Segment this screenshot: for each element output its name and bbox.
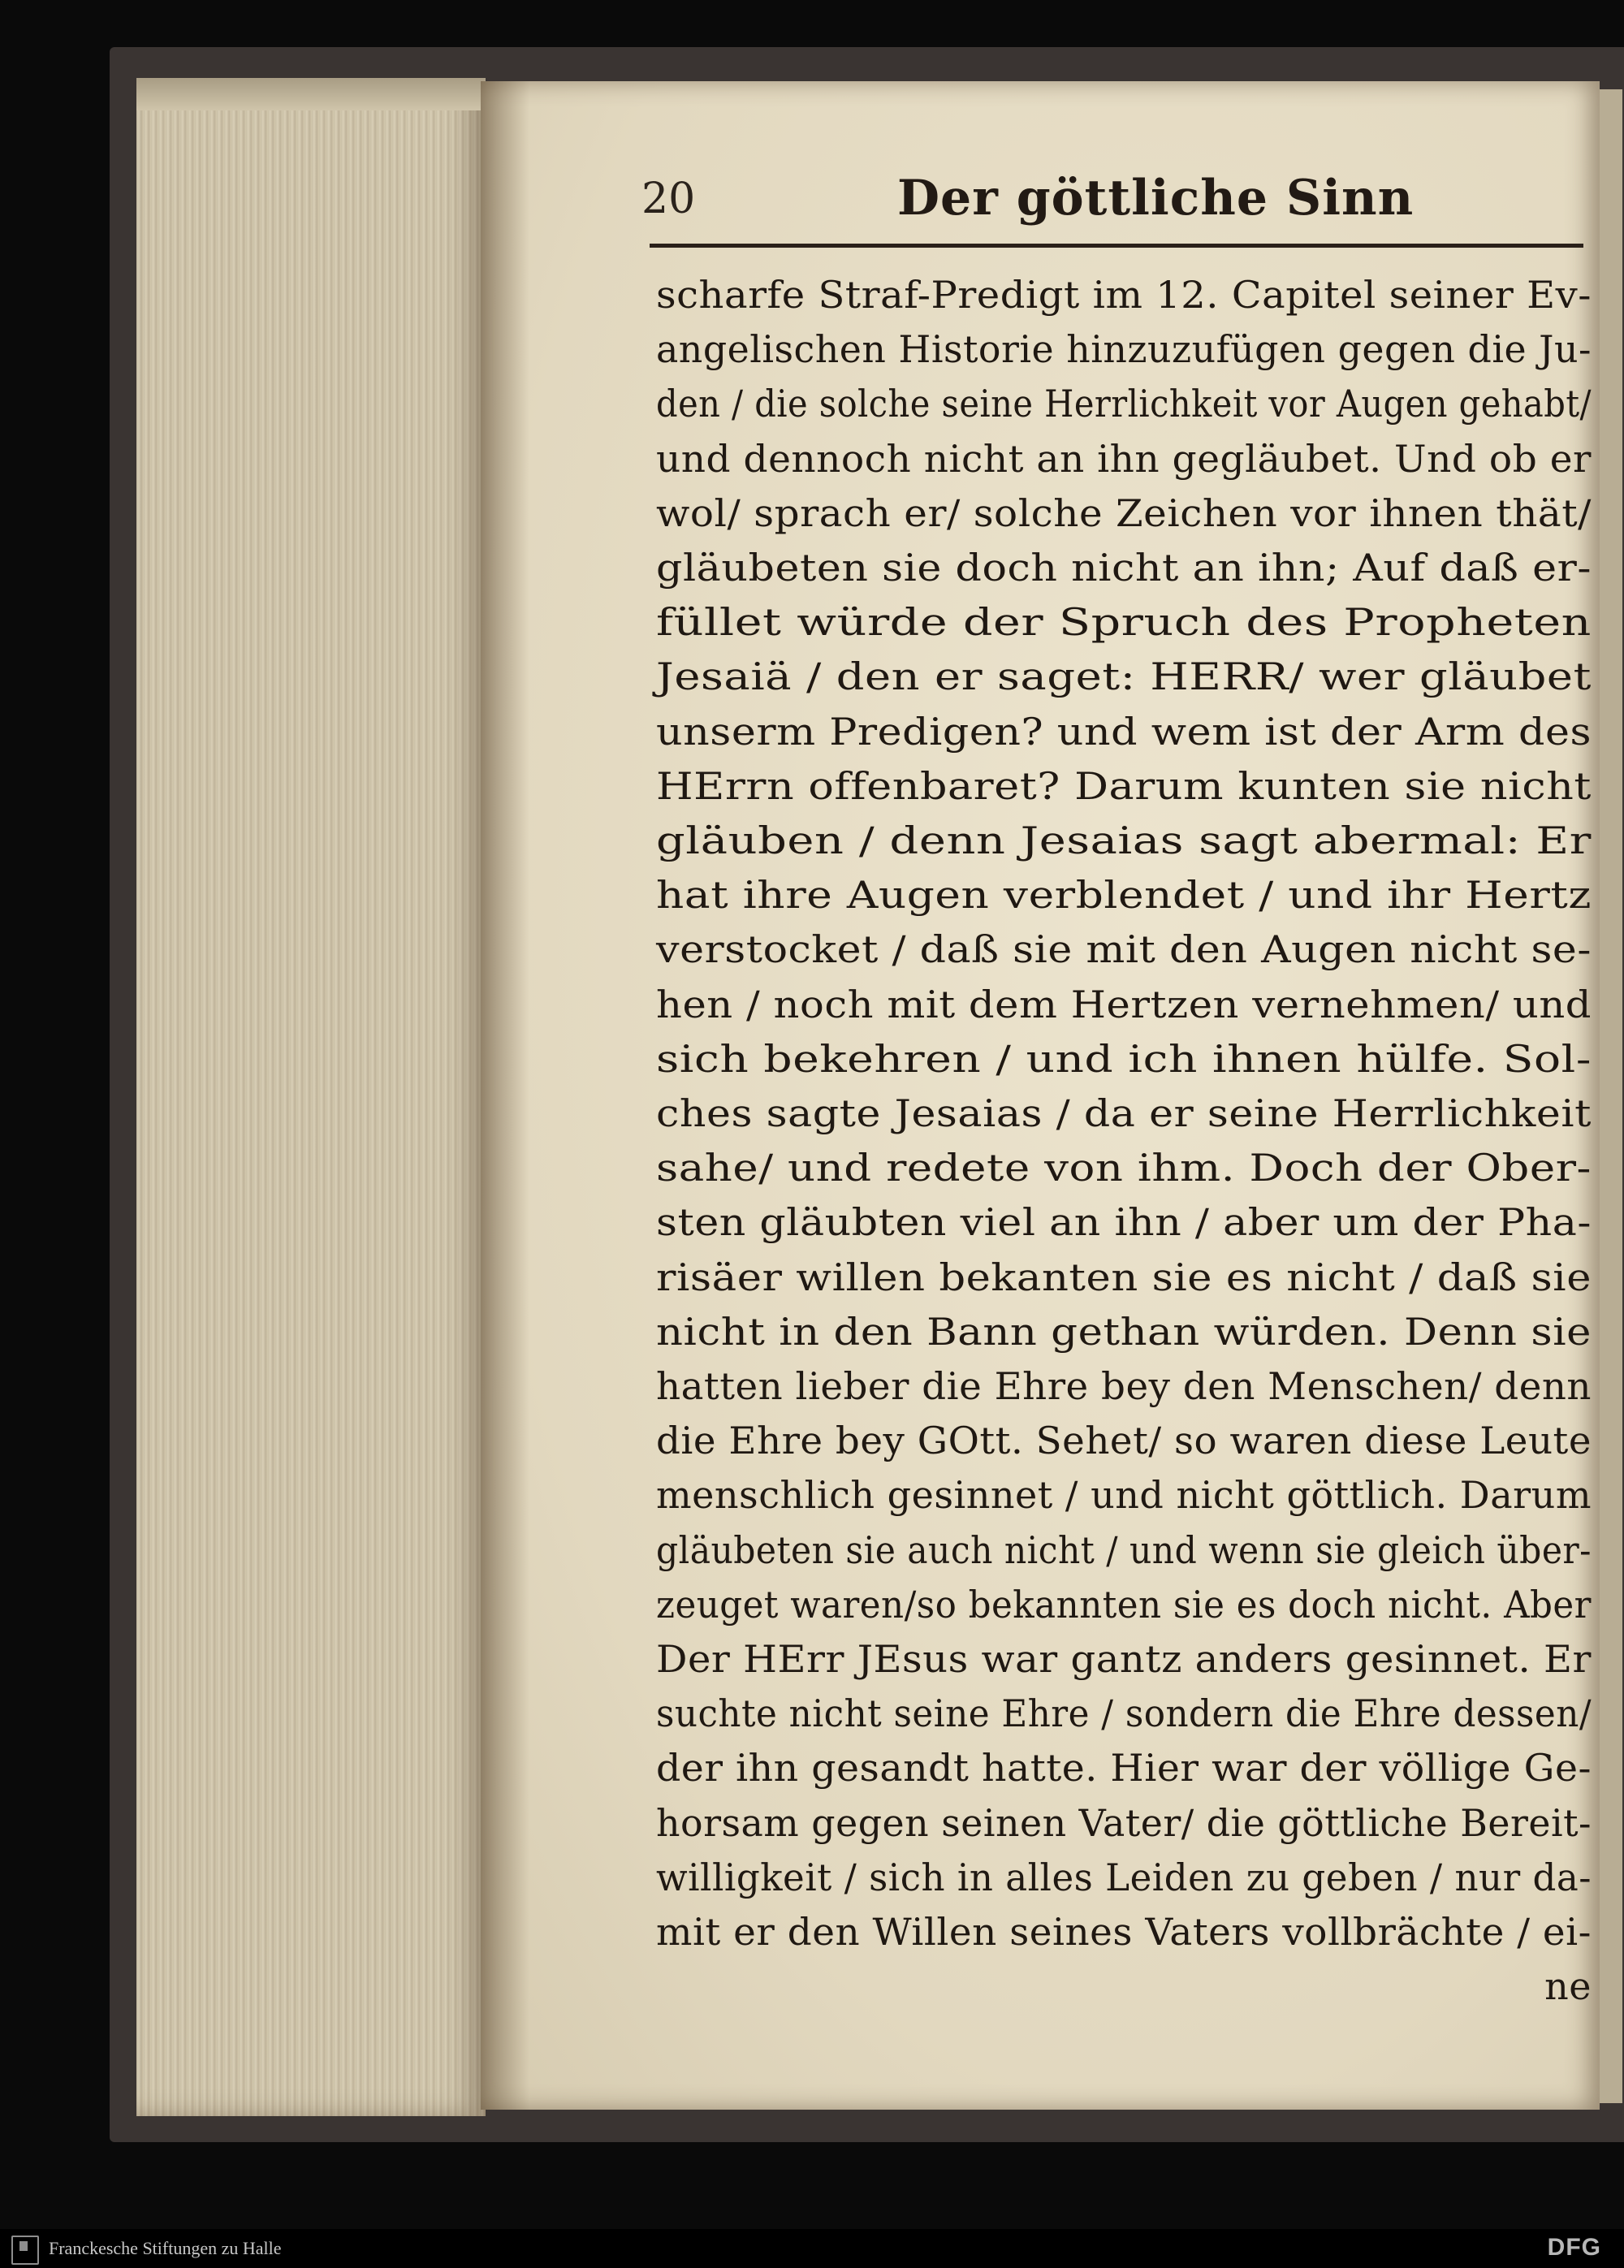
text-line: sten gläubten viel an ihn / aber um der Pha- — [656, 1200, 1592, 1245]
text-line: den / die solche seine Herrlichkeit vor Augen gehabt/ — [656, 382, 1592, 426]
footer-institution: Franckesche Stiftungen zu Halle — [49, 2238, 282, 2258]
dfg-logo: DFG — [1547, 2234, 1601, 2261]
page-stack-edge — [136, 78, 486, 2116]
text-line: verstocket / daß sie mit den Augen nicht se- — [656, 927, 1592, 972]
text-line: hatten lieber die Ehre bey den Menschen/ denn — [656, 1364, 1592, 1409]
text-line: gläubeten sie auch nicht / und wenn sie gleich über- — [656, 1527, 1592, 1572]
text-line: angelischen Historie hinzuzufügen gegen die Ju- — [656, 327, 1592, 372]
text-line: sahe/ und redete von ihm. Doch der Ober- — [656, 1146, 1592, 1190]
text-line: hat ihre Augen verblendet / und ihr Hertz — [656, 873, 1592, 918]
text-line: menschlich gesinnet / und nicht göttlich. Darum — [656, 1473, 1592, 1518]
header-rule — [650, 244, 1583, 248]
text-line: ches sagte Jesaias / da er seine Herrlichkeit — [656, 1091, 1592, 1136]
text-line: risäer willen bekanten sie es nicht / daß sie — [656, 1255, 1592, 1299]
body-text — [656, 268, 1592, 2015]
text-line: Der HErr JEsus war gantz anders gesinnet. Er — [656, 1637, 1592, 1682]
text-line: gläuben / denn Jesaias sagt abermal: Er — [656, 819, 1592, 863]
institution-logo-icon — [11, 2236, 39, 2265]
text-line: füllet würde der Spruch des Propheten — [656, 600, 1592, 645]
text-line: unserm Predigen? und wem ist der Arm des — [656, 709, 1592, 754]
running-head — [641, 170, 1583, 248]
text-line: sich bekehren / und ich ihnen hülfe. Sol- — [656, 1036, 1592, 1081]
running-title: Der göttliche Sinn — [897, 170, 1415, 227]
text-line: scharfe Straf-Predigt im 12. Capitel seiner Ev- — [656, 273, 1592, 317]
text-line: nicht in den Bann gethan würden. Denn sie — [656, 1309, 1592, 1354]
text-line: horsam gegen seinen Vater/ die göttliche Bereit- — [656, 1800, 1592, 1845]
text-line: gläubeten sie doch nicht an ihn; Auf daß er- — [656, 546, 1592, 590]
text-line: willigkeit / sich in alles Leiden zu geben / nur da- — [656, 1855, 1592, 1899]
text-line: suchte nicht seine Ehre / sondern die Ehre dessen/ — [656, 1691, 1592, 1736]
text-line: die Ehre bey GOtt. Sehet/ so waren diese Leute — [656, 1419, 1592, 1463]
gutter-shadow — [481, 81, 529, 2110]
text-line: HErrn offenbaret? Darum kunten sie nicht — [656, 763, 1592, 808]
text-line: mit er den Willen seines Vaters vollbrächte / ei- — [656, 1910, 1592, 1955]
text-line: wol/ sprach er/ solche Zeichen vor ihnen thät/ — [656, 490, 1592, 535]
text-line: der ihn gesandt hatte. Hier war der völlige Ge- — [656, 1746, 1592, 1791]
text-line: zeuget waren/so bekannten sie es doch nicht. Aber — [656, 1582, 1592, 1626]
page-stack-top — [136, 78, 486, 110]
text-line: hen / noch mit dem Hertzen vernehmen/ und — [656, 982, 1592, 1026]
text-line: Jesaiä / den er saget: HERR/ wer gläubet — [656, 654, 1592, 699]
text-line: und dennoch nicht an ihn gegläubet. Und ob er — [656, 436, 1592, 481]
viewer-footer — [0, 2229, 1624, 2268]
catchword: ne — [1544, 1964, 1592, 2009]
page-number: 20 — [641, 175, 696, 223]
